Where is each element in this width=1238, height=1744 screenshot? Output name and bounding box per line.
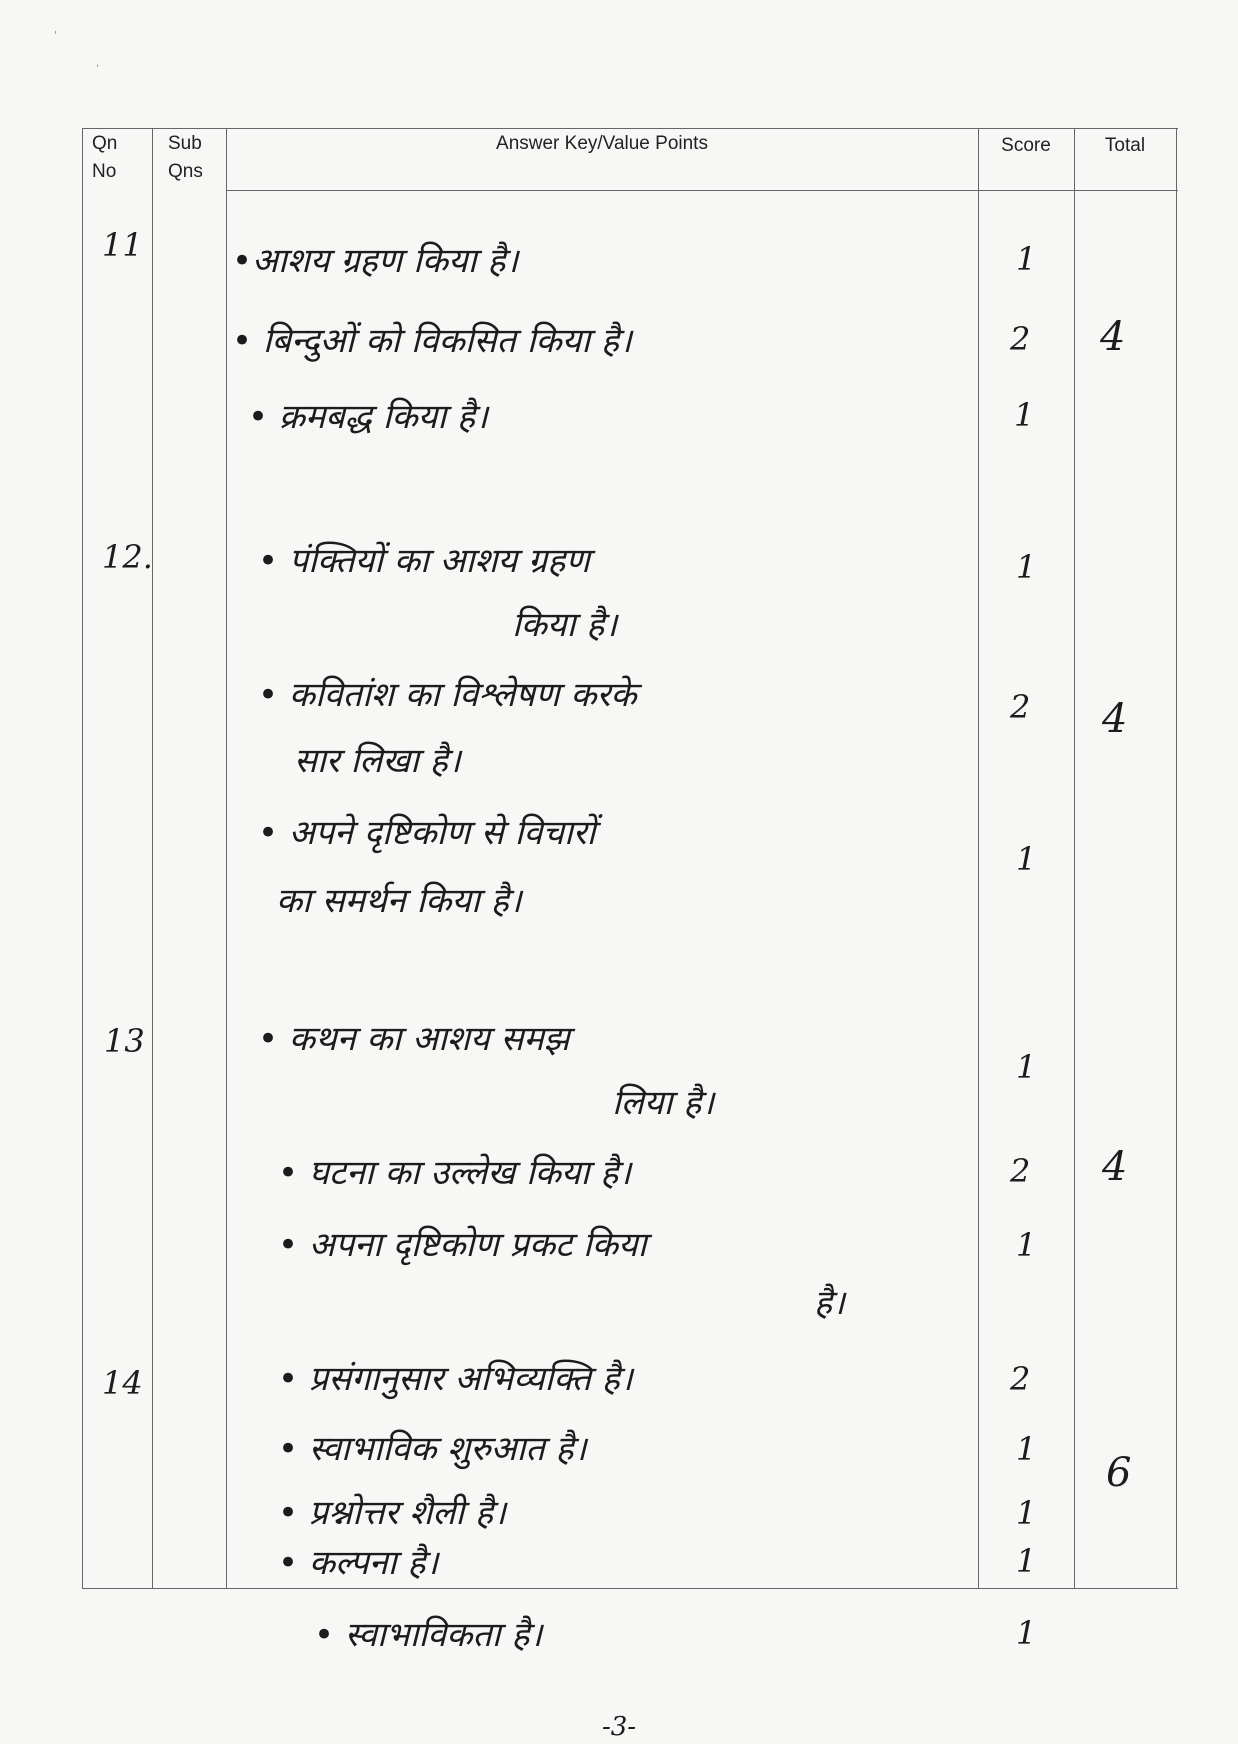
value-point-continuation: है।: [814, 1283, 845, 1323]
score-value: 1: [1016, 1430, 1037, 1468]
value-point: • बिन्दुओं को विकसित किया है।: [232, 321, 632, 361]
header-divider: [226, 190, 1178, 191]
value-point: • कथन का आशय समझ: [258, 1019, 570, 1059]
total-value: 4: [1102, 1144, 1128, 1190]
question-number: 12.: [102, 538, 153, 576]
score-value: 1: [1016, 840, 1037, 878]
value-point-continuation: लिया है।: [612, 1083, 715, 1123]
value-point: •आशय ग्रहण किया है।: [232, 241, 519, 281]
value-point-continuation: सार लिखा है।: [294, 741, 461, 781]
header-sub-qns: Sub Qns: [168, 133, 203, 182]
value-point: • स्वाभाविकता है।: [314, 1615, 543, 1655]
value-point: • स्वाभाविक शुरुआत है।: [278, 1429, 587, 1469]
value-point: • क्रमबद्ध किया है।: [248, 397, 488, 437]
question-number: 11: [102, 226, 143, 264]
table-right-border: [1176, 128, 1177, 1588]
score-value: 2: [1010, 1152, 1031, 1190]
total-value: 4: [1102, 696, 1128, 742]
value-point-continuation: किया है।: [512, 605, 618, 645]
value-point: • अपना दृष्टिकोण प्रकट किया: [278, 1225, 647, 1265]
header-qn-no: Qn No: [92, 133, 118, 182]
score-value: 1: [1016, 1226, 1037, 1264]
score-value: 1: [1016, 1048, 1037, 1086]
column-divider: [978, 128, 979, 1588]
question-number: 13: [104, 1022, 145, 1060]
score-value: 2: [1010, 688, 1031, 726]
score-value: 2: [1010, 320, 1031, 358]
header-total: Total: [1104, 135, 1146, 156]
column-divider: [1074, 128, 1075, 1588]
score-value: 1: [1016, 1614, 1037, 1652]
table-bottom-border: [82, 1588, 1178, 1589]
score-value: 1: [1014, 396, 1035, 434]
header-score: Score: [1001, 135, 1051, 156]
value-point: • प्रश्नोत्तर शैली है।: [278, 1493, 506, 1533]
page-number: -3-: [601, 1712, 637, 1742]
table-top-border: [82, 128, 1178, 129]
value-point: • घटना का उल्लेख किया है।: [278, 1153, 632, 1193]
table-left-border: [82, 128, 83, 1588]
column-divider: [152, 128, 153, 1588]
score-value: 2: [1010, 1360, 1031, 1398]
header-answer-key: Answer Key/Value Points: [496, 133, 708, 154]
value-point: • प्रसंगानुसार अभिव्यक्ति है।: [278, 1359, 633, 1399]
score-value: 1: [1016, 1494, 1037, 1532]
value-point-continuation: का समर्थन किया है।: [276, 881, 522, 921]
column-divider: [226, 128, 227, 1588]
scan-mark: ': [54, 30, 57, 41]
total-value: 6: [1106, 1450, 1132, 1496]
question-number: 14: [102, 1364, 143, 1402]
total-value: 4: [1100, 314, 1126, 360]
scan-mark: ,: [96, 58, 100, 69]
score-value: 1: [1016, 548, 1037, 586]
value-point: • अपने दृष्टिकोण से विचारों: [258, 813, 596, 853]
score-value: 1: [1016, 240, 1037, 278]
value-point: • पंक्तियों का आशय ग्रहण: [258, 541, 590, 581]
score-value: 1: [1016, 1542, 1037, 1580]
value-point: • कल्पना है।: [278, 1543, 439, 1583]
value-point: • कवितांश का विश्लेषण करके: [258, 675, 637, 715]
answer-key-table: [82, 128, 1178, 1592]
